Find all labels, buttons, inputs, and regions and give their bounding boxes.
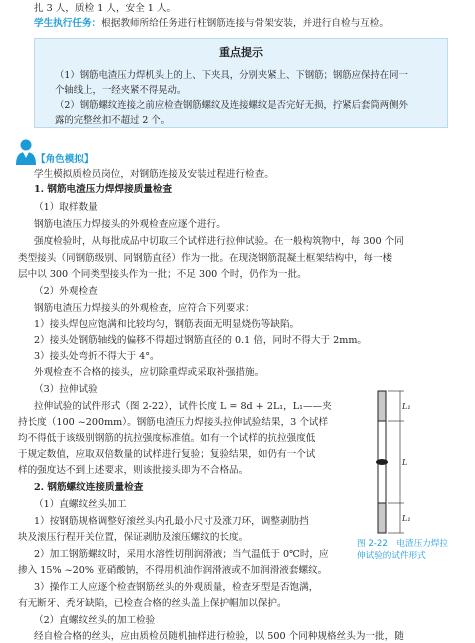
body-line: （2）外观检查	[34, 286, 98, 297]
body-line: 强度检验时，从每批成品中切取三个试样进行拉伸试验。在一般构筑物中，每 300 个同	[34, 236, 404, 247]
body-line: 钢筋电渣压力焊接头的外观检查应逐个进行。	[34, 219, 226, 230]
body-line: 层中以 300 个同类型接头作为一批；不足 300 个时，仍作为一批。	[18, 269, 307, 280]
body-line: 2）接头处钢筋轴线的偏移不得超过钢筋直径的 0.1 倍，同时不得大于 2mm。	[34, 335, 368, 346]
body-line: （1）取样数量	[34, 202, 98, 213]
figure-caption: 图 2-22 电渣压力焊拉伸试验的试件形式	[357, 539, 448, 561]
top-line-1: 扎 3 人，质检 1 人，安全 1 人。	[34, 3, 177, 14]
body-line: 于规定数值，应取双倍数量的试样进行复验；复验结果，如仍有一个试	[18, 449, 316, 460]
body-line: 3）接头处弯折不得大于 4°。	[34, 351, 160, 362]
body-line: 有无断牙、秃牙缺陷，已检查合格的丝头盖上保护帽加以保护。	[18, 598, 287, 609]
role-heading: 【角色模拟】	[36, 154, 94, 165]
body-line: 外观检查不合格的接头，应切除重焊或采取补强措施。	[34, 367, 265, 378]
task-line	[34, 17, 447, 30]
body-line: 拉伸试验的试件形式（图 2-22），试件长度 L = 8d + 2L₁，L₁——夹	[34, 401, 332, 412]
body-line: 掺入 15% ~20% 亚硝酸钠，不得用机油作润滑液或不加润滑液套螺纹。	[18, 565, 328, 576]
task-text: 根据教师所给任务进行柱钢筋连接与骨架安装，并进行自检与互检。	[101, 18, 389, 29]
body-line: （3）拉伸试验	[34, 384, 98, 395]
body-line: 经自检合格的丝头，应由质检员随机抽样进行检验，以 500 个同种规格丝头为一批，随	[34, 631, 404, 642]
body-line: 类型接头（同钢筋级别、同钢筋直径）作为一批。在现浇钢筋混凝土框架结构中，每一楼	[18, 253, 393, 264]
body-line: 块及滚压行程开关位置，保证剥肋及滚压螺纹的长度。	[18, 532, 249, 543]
body-line: 3）操作工人应逐个检查钢筋丝头的外观质量，检查牙型是否饱满，	[34, 582, 319, 593]
section-heading: 1. 钢筋电渣压力焊焊接质量检查	[34, 184, 173, 195]
body-line: 均不得低于该级别钢筋的抗拉强度标准值。如有一个试样的抗拉强度低	[18, 433, 316, 444]
task-label: 学生执行任务：	[34, 18, 102, 29]
key-point-line: （2）钢筋螺纹连接之前应检查钢筋螺纹及连接螺纹是否完好无损，拧紧后套筒两侧外	[55, 100, 408, 111]
key-point-line: 个轴线上，一经夹紧不得晃动。	[55, 85, 187, 96]
body-line: （2）直螺纹丝头的加工检验	[34, 615, 156, 626]
body-line: 样的强度达不到上述要求，则该批接头即为不合格品。	[18, 465, 249, 476]
label-l1-bottom: L₁	[402, 514, 411, 523]
body-line: （1）直螺纹丝头加工	[34, 499, 127, 510]
key-points-title: 重点提示	[219, 46, 263, 59]
section-heading: 2. 钢筋螺纹连接质量检查	[34, 482, 144, 493]
key-points-box	[34, 38, 448, 128]
tensile-specimen-figure	[358, 385, 450, 535]
label-l1-top: L₁	[402, 402, 411, 411]
body-line: 钢筋电渣压力焊接头的外观检查，应符合下列要求：	[34, 303, 255, 314]
label-l: L	[402, 458, 408, 467]
key-point-line: （1）钢筋电渣压力焊机头上的上、下夹具，分别夹紧上、下钢筋；钢筋应保持在同一	[55, 70, 408, 81]
body-line: 学生模拟质检员岗位，对钢筋连接及安装过程进行检查。	[34, 169, 274, 180]
person-icon	[14, 138, 38, 166]
body-line: 1）接头焊包应饱满和比较均匀，钢筋表面无明显烧伤等缺陷。	[34, 319, 300, 330]
body-line: 2）加工钢筋螺纹时，采用水溶性切削润滑液；当气温低于 0℃时，应	[34, 549, 329, 560]
body-line: 持长度（100 ~200mm）。钢筋电渣压力焊接头拉伸试验结果，3 个试样	[18, 417, 329, 428]
key-point-line: 露的完整丝扣不超过 2 个。	[55, 115, 171, 126]
body-line: 1）按钢筋规格调整好滚丝头内孔最小尺寸及涨刀环，调整剥肋挡	[34, 516, 309, 527]
